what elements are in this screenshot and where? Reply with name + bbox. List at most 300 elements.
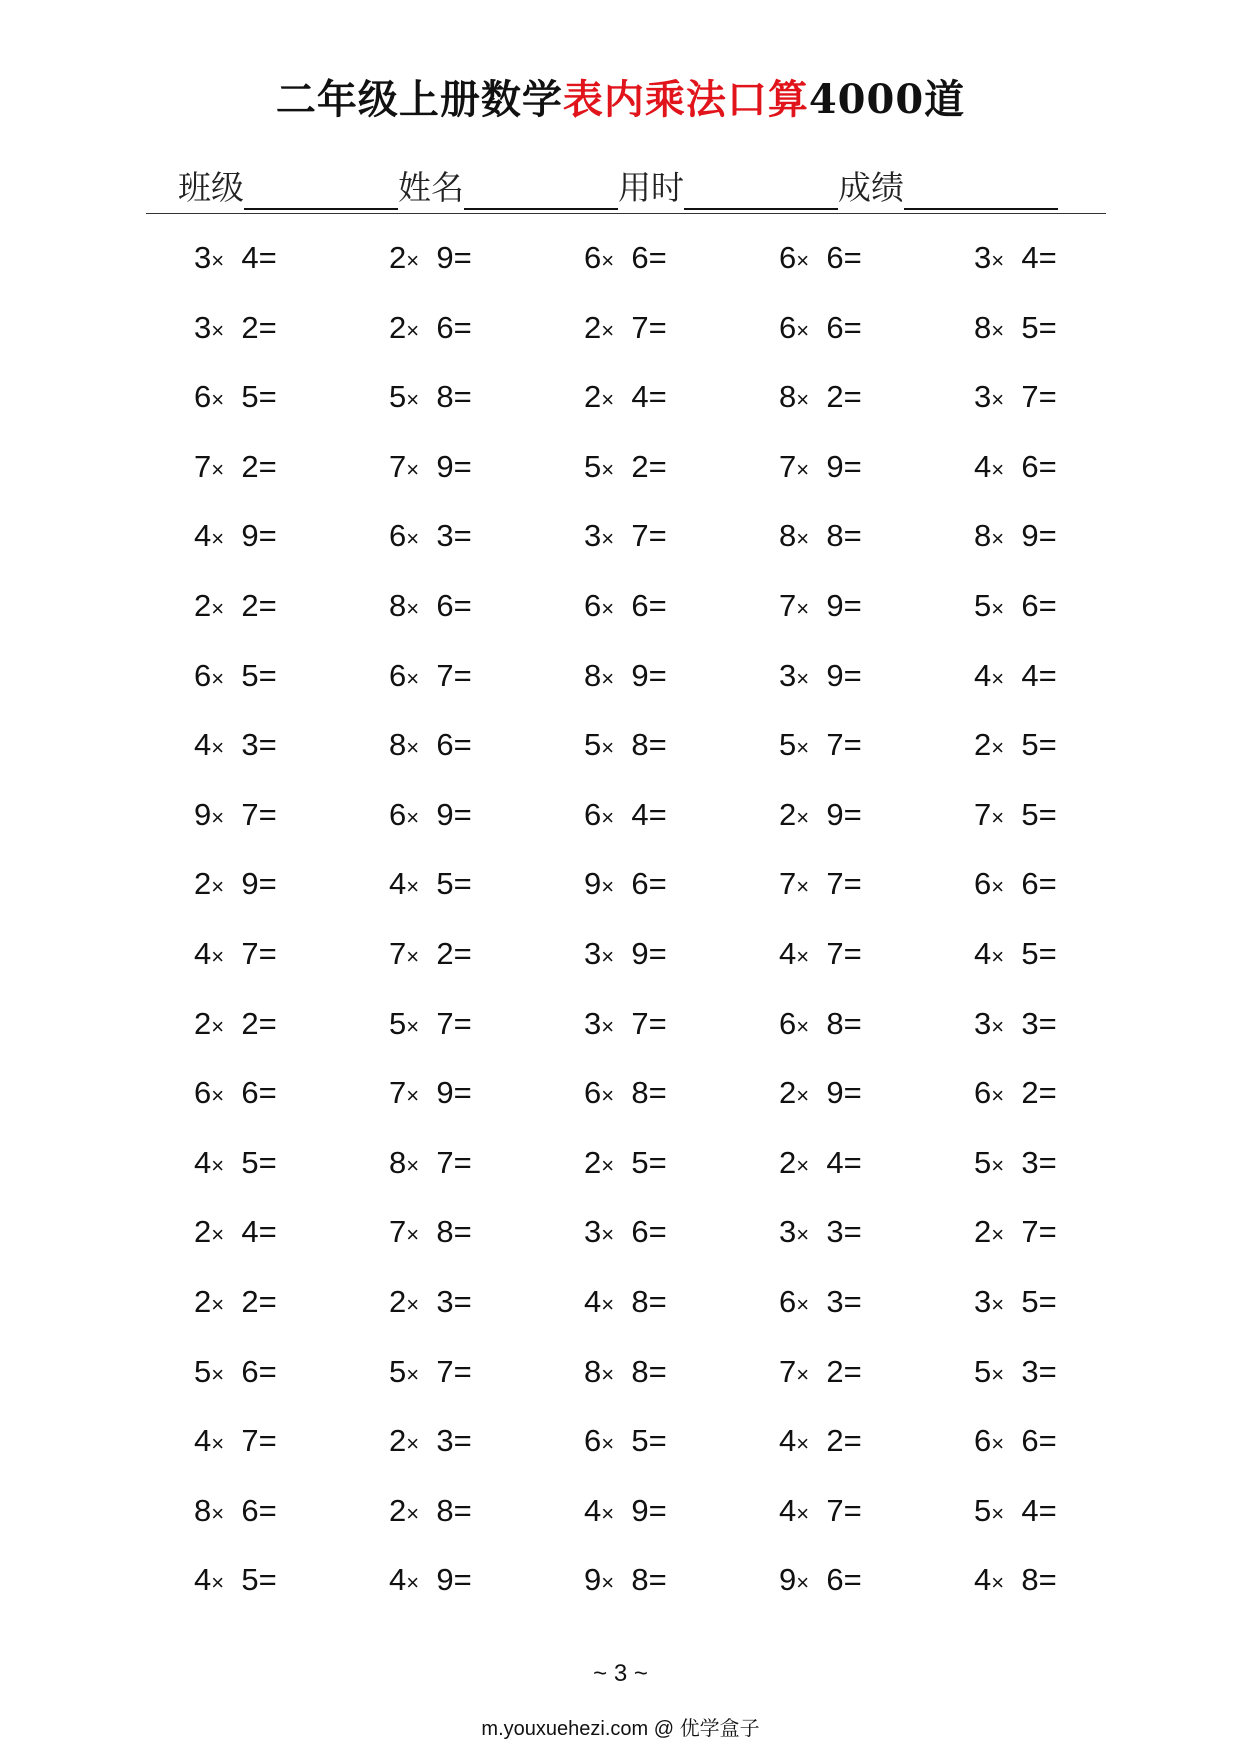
times-sign: × <box>406 665 420 691</box>
equals-sign: = <box>453 1562 472 1598</box>
times-sign: × <box>406 1152 420 1178</box>
operand-b: 9 <box>436 1075 454 1111</box>
equals-sign: = <box>1038 240 1057 275</box>
problem-item <box>389 1207 584 1277</box>
times-sign: × <box>991 665 1005 691</box>
operand-a: 4 <box>389 866 407 902</box>
operand-a: 2 <box>779 1144 797 1180</box>
operand-b: 2 <box>241 309 259 345</box>
problem-item <box>584 233 779 303</box>
operand-b: 3 <box>436 1283 454 1319</box>
problem-item <box>194 1555 389 1625</box>
problem-item <box>389 511 584 581</box>
equals-sign: = <box>453 1075 472 1111</box>
equals-sign: = <box>648 657 667 693</box>
times-sign: × <box>991 804 1005 830</box>
operand-b: 7 <box>241 796 259 832</box>
problem-item <box>389 372 584 442</box>
times-sign: × <box>601 248 615 273</box>
problem-item <box>974 303 1169 373</box>
equals-sign: = <box>843 587 862 623</box>
times-sign: × <box>796 1361 810 1387</box>
times-sign: × <box>991 874 1005 900</box>
operand-a: 2 <box>194 587 212 623</box>
times-sign: × <box>601 317 615 343</box>
operand-a: 5 <box>974 1353 992 1389</box>
problem-item <box>584 859 779 929</box>
operand-b: 7 <box>436 1144 454 1180</box>
operand-a: 2 <box>389 1423 407 1459</box>
operand-a: 6 <box>389 518 407 554</box>
operand-a: 6 <box>779 1283 797 1319</box>
equals-sign: = <box>453 448 472 484</box>
operand-a: 4 <box>584 1283 602 1319</box>
operand-a: 8 <box>194 1492 212 1528</box>
operand-b: 2 <box>241 1283 259 1319</box>
operand-b: 4 <box>631 379 649 415</box>
operand-a: 3 <box>584 1214 602 1250</box>
times-sign: × <box>991 1291 1005 1317</box>
operand-a: 5 <box>389 1353 407 1389</box>
times-sign: × <box>601 1570 615 1596</box>
equals-sign: = <box>258 1214 277 1250</box>
problem-item <box>584 511 779 581</box>
operand-b: 7 <box>826 935 844 971</box>
operand-b: 9 <box>1021 518 1039 554</box>
equals-sign: = <box>453 796 472 832</box>
equals-sign: = <box>843 1423 862 1459</box>
operand-b: 6 <box>631 866 649 902</box>
operand-a: 3 <box>194 309 212 345</box>
problem-item <box>974 372 1169 442</box>
equals-sign: = <box>843 1005 862 1041</box>
problem-item <box>584 1207 779 1277</box>
operand-b: 7 <box>241 1423 259 1459</box>
operand-a: 8 <box>584 657 602 693</box>
operand-b: 2 <box>436 935 454 971</box>
times-sign: × <box>406 317 420 343</box>
times-sign: × <box>796 595 810 621</box>
operand-a: 6 <box>584 1423 602 1459</box>
problem-item <box>389 929 584 999</box>
equals-sign: = <box>258 1353 277 1389</box>
problem-item <box>779 233 974 303</box>
equals-sign: = <box>843 1214 862 1250</box>
equals-sign: = <box>648 379 667 415</box>
footer-credit: m.youxuehezi.com @ 优学盒子 <box>481 1718 760 1740</box>
score-label: 成绩 <box>838 168 904 207</box>
times-sign: × <box>406 248 420 273</box>
times-sign: × <box>796 735 810 761</box>
equals-sign: = <box>648 935 667 971</box>
operand-b: 9 <box>826 1075 844 1111</box>
problem-item <box>974 511 1169 581</box>
operand-b: 5 <box>1021 309 1039 345</box>
times-sign: × <box>796 248 810 273</box>
equals-sign: = <box>1038 935 1057 971</box>
times-sign: × <box>796 1291 810 1317</box>
operand-a: 2 <box>584 1144 602 1180</box>
operand-a: 7 <box>779 587 797 623</box>
times-sign: × <box>601 1152 615 1178</box>
operand-a: 2 <box>779 796 797 832</box>
operand-b: 7 <box>631 309 649 345</box>
header-divider <box>146 213 1106 214</box>
operand-b: 4 <box>1021 240 1039 275</box>
operand-a: 6 <box>584 796 602 832</box>
operand-a: 8 <box>389 587 407 623</box>
problem-item <box>779 1207 974 1277</box>
operand-a: 5 <box>389 1005 407 1041</box>
operand-a: 7 <box>779 866 797 902</box>
times-sign: × <box>211 1013 225 1039</box>
equals-sign: = <box>648 1562 667 1598</box>
operand-b: 4 <box>826 1144 844 1180</box>
operand-a: 4 <box>974 657 992 693</box>
operand-a: 3 <box>584 935 602 971</box>
operand-a: 4 <box>194 518 212 554</box>
problem-item <box>974 233 1169 303</box>
operand-a: 7 <box>974 796 992 832</box>
operand-a: 5 <box>584 727 602 763</box>
operand-a: 6 <box>974 1423 992 1459</box>
operand-a: 2 <box>194 1214 212 1250</box>
equals-sign: = <box>453 866 472 902</box>
operand-a: 9 <box>194 796 212 832</box>
equals-sign: = <box>453 935 472 971</box>
operand-a: 4 <box>779 1492 797 1528</box>
operand-a: 2 <box>389 309 407 345</box>
operand-b: 9 <box>631 935 649 971</box>
operand-a: 6 <box>194 379 212 415</box>
operand-b: 5 <box>241 657 259 693</box>
times-sign: × <box>406 1013 420 1039</box>
equals-sign: = <box>648 1144 667 1180</box>
equals-sign: = <box>1038 1562 1057 1598</box>
times-sign: × <box>211 1361 225 1387</box>
time-blank[interactable] <box>684 168 838 210</box>
operand-b: 4 <box>241 240 259 275</box>
operand-a: 3 <box>974 379 992 415</box>
times-sign: × <box>991 317 1005 343</box>
problem-item <box>584 1347 779 1417</box>
operand-b: 6 <box>1021 448 1039 484</box>
times-sign: × <box>406 1431 420 1457</box>
equals-sign: = <box>648 796 667 832</box>
problem-item <box>194 859 389 929</box>
class-blank[interactable] <box>244 168 398 210</box>
problem-item <box>194 442 389 512</box>
times-sign: × <box>211 735 225 761</box>
problem-item <box>389 303 584 373</box>
equals-sign: = <box>648 309 667 345</box>
equals-sign: = <box>453 1144 472 1180</box>
problem-item <box>779 372 974 442</box>
problem-item <box>194 999 389 1069</box>
times-sign: × <box>406 595 420 621</box>
operand-a: 4 <box>194 935 212 971</box>
problem-item <box>389 1486 584 1556</box>
equals-sign: = <box>453 1214 472 1250</box>
operand-b: 4 <box>631 796 649 832</box>
problem-item <box>194 1486 389 1556</box>
operand-a: 8 <box>779 379 797 415</box>
operand-a: 6 <box>194 1075 212 1111</box>
times-sign: × <box>601 1431 615 1457</box>
operand-b: 8 <box>436 1492 454 1528</box>
problem-item <box>779 1555 974 1625</box>
title-highlight: 表内乘法口算 <box>562 76 809 123</box>
times-sign: × <box>991 1013 1005 1039</box>
problem-item <box>974 929 1169 999</box>
operand-a: 6 <box>779 240 797 275</box>
times-sign: × <box>211 1500 225 1526</box>
problem-item <box>974 651 1169 721</box>
operand-a: 2 <box>584 379 602 415</box>
times-sign: × <box>211 1083 225 1109</box>
operand-b: 3 <box>436 518 454 554</box>
equals-sign: = <box>648 1423 667 1459</box>
problem-item <box>389 581 584 651</box>
operand-a: 6 <box>194 657 212 693</box>
name-label: 姓名 <box>398 168 464 207</box>
operand-a: 4 <box>194 1562 212 1598</box>
operand-b: 5 <box>631 1144 649 1180</box>
operand-a: 5 <box>974 1144 992 1180</box>
times-sign: × <box>211 1570 225 1596</box>
problem-item <box>779 859 974 929</box>
operand-a: 7 <box>779 1353 797 1389</box>
problem-item <box>779 999 974 1069</box>
operand-a: 5 <box>779 727 797 763</box>
operand-a: 4 <box>194 1423 212 1459</box>
equals-sign: = <box>648 1005 667 1041</box>
times-sign: × <box>601 1222 615 1248</box>
operand-b: 8 <box>826 518 844 554</box>
equals-sign: = <box>1038 1353 1057 1389</box>
equals-sign: = <box>453 379 472 415</box>
equals-sign: = <box>843 866 862 902</box>
times-sign: × <box>991 1083 1005 1109</box>
problem-item <box>584 372 779 442</box>
problem-item <box>194 929 389 999</box>
times-sign: × <box>211 595 225 621</box>
times-sign: × <box>796 665 810 691</box>
equals-sign: = <box>648 1283 667 1319</box>
operand-a: 4 <box>779 935 797 971</box>
operand-b: 5 <box>436 866 454 902</box>
operand-b: 7 <box>436 1005 454 1041</box>
page-number: ~ 3 ~ <box>593 1660 648 1687</box>
problem-item <box>974 1068 1169 1138</box>
times-sign: × <box>211 248 225 273</box>
title-main: 二年级上册数学 <box>275 76 563 123</box>
operand-a: 4 <box>974 448 992 484</box>
problem-item <box>389 1555 584 1625</box>
operand-a: 3 <box>584 1005 602 1041</box>
operand-a: 7 <box>389 935 407 971</box>
student-info-row <box>178 160 1058 210</box>
equals-sign: = <box>258 1005 277 1041</box>
times-sign: × <box>601 387 615 413</box>
equals-sign: = <box>258 379 277 415</box>
operand-b: 8 <box>631 1562 649 1598</box>
equals-sign: = <box>258 1283 277 1319</box>
problem-item <box>779 1347 974 1417</box>
name-blank[interactable] <box>464 168 618 210</box>
operand-b: 6 <box>436 727 454 763</box>
equals-sign: = <box>258 1562 277 1598</box>
name-field <box>398 166 618 210</box>
times-sign: × <box>601 804 615 830</box>
times-sign: × <box>211 1152 225 1178</box>
operand-b: 5 <box>1021 727 1039 763</box>
times-sign: × <box>601 1013 615 1039</box>
operand-b: 8 <box>631 727 649 763</box>
problem-item <box>194 651 389 721</box>
operand-b: 2 <box>826 1423 844 1459</box>
problem-item <box>584 1277 779 1347</box>
equals-sign: = <box>1038 1283 1057 1319</box>
equals-sign: = <box>258 866 277 902</box>
operand-a: 2 <box>779 1075 797 1111</box>
operand-b: 9 <box>436 796 454 832</box>
operand-b: 9 <box>436 448 454 484</box>
problem-item <box>194 511 389 581</box>
equals-sign: = <box>258 240 277 275</box>
time-label: 用时 <box>618 168 684 207</box>
operand-b: 3 <box>826 1283 844 1319</box>
equals-sign: = <box>1038 1005 1057 1041</box>
times-sign: × <box>601 1361 615 1387</box>
operand-b: 7 <box>631 518 649 554</box>
problem-item <box>584 303 779 373</box>
times-sign: × <box>211 456 225 482</box>
times-sign: × <box>796 943 810 969</box>
operand-a: 3 <box>974 240 992 275</box>
problem-item <box>974 581 1169 651</box>
problem-item <box>974 720 1169 790</box>
equals-sign: = <box>1038 448 1057 484</box>
operand-a: 5 <box>974 1492 992 1528</box>
operand-b: 6 <box>1021 1423 1039 1459</box>
operand-a: 6 <box>974 1075 992 1111</box>
equals-sign: = <box>648 727 667 763</box>
times-sign: × <box>406 735 420 761</box>
operand-a: 7 <box>389 448 407 484</box>
operand-b: 9 <box>436 1562 454 1598</box>
equals-sign: = <box>1038 1214 1057 1250</box>
operand-b: 9 <box>826 587 844 623</box>
operand-b: 6 <box>1021 866 1039 902</box>
operand-b: 3 <box>1021 1005 1039 1041</box>
equals-sign: = <box>843 309 862 345</box>
problem-item <box>389 790 584 860</box>
times-sign: × <box>796 317 810 343</box>
equals-sign: = <box>453 240 472 275</box>
operand-b: 9 <box>826 448 844 484</box>
times-sign: × <box>796 1152 810 1178</box>
operand-b: 3 <box>1021 1144 1039 1180</box>
equals-sign: = <box>453 1353 472 1389</box>
equals-sign: = <box>1038 518 1057 554</box>
operand-b: 7 <box>1021 1214 1039 1250</box>
equals-sign: = <box>648 1214 667 1250</box>
score-blank[interactable] <box>904 168 1058 210</box>
operand-b: 6 <box>1021 587 1039 623</box>
times-sign: × <box>211 1431 225 1457</box>
operand-b: 5 <box>1021 935 1039 971</box>
problem-item <box>389 1347 584 1417</box>
operand-a: 7 <box>194 448 212 484</box>
times-sign: × <box>991 248 1005 273</box>
operand-b: 7 <box>436 657 454 693</box>
problem-item <box>389 442 584 512</box>
operand-a: 4 <box>779 1423 797 1459</box>
equals-sign: = <box>1038 866 1057 902</box>
operand-b: 5 <box>1021 796 1039 832</box>
equals-sign: = <box>453 1283 472 1319</box>
problem-item <box>194 1138 389 1208</box>
operand-b: 8 <box>631 1075 649 1111</box>
times-sign: × <box>601 1291 615 1317</box>
problem-item <box>779 1416 974 1486</box>
times-sign: × <box>211 804 225 830</box>
times-sign: × <box>211 874 225 900</box>
problem-item <box>974 1416 1169 1486</box>
time-field <box>618 166 838 210</box>
operand-a: 4 <box>584 1492 602 1528</box>
equals-sign: = <box>258 587 277 623</box>
equals-sign: = <box>453 1423 472 1459</box>
equals-sign: = <box>453 1492 472 1528</box>
problem-item <box>974 790 1169 860</box>
equals-sign: = <box>843 379 862 415</box>
equals-sign: = <box>258 1144 277 1180</box>
equals-sign: = <box>453 587 472 623</box>
problem-item <box>389 233 584 303</box>
equals-sign: = <box>843 1562 862 1598</box>
equals-sign: = <box>843 1492 862 1528</box>
problem-item <box>389 999 584 1069</box>
equals-sign: = <box>843 1075 862 1111</box>
operand-a: 6 <box>389 657 407 693</box>
operand-a: 3 <box>194 240 212 275</box>
problem-item <box>584 929 779 999</box>
class-field <box>178 166 398 210</box>
equals-sign: = <box>648 1492 667 1528</box>
times-sign: × <box>406 804 420 830</box>
times-sign: × <box>406 1361 420 1387</box>
equals-sign: = <box>648 518 667 554</box>
score-field <box>838 166 1058 210</box>
problem-item <box>194 1347 389 1417</box>
times-sign: × <box>991 1222 1005 1248</box>
equals-sign: = <box>1038 1492 1057 1528</box>
problem-item <box>389 1068 584 1138</box>
times-sign: × <box>406 456 420 482</box>
operand-b: 4 <box>1021 1492 1039 1528</box>
problem-item <box>779 511 974 581</box>
equals-sign: = <box>1038 1075 1057 1111</box>
equals-sign: = <box>843 1353 862 1389</box>
times-sign: × <box>406 1570 420 1596</box>
equals-sign: = <box>1038 379 1057 415</box>
times-sign: × <box>406 1083 420 1109</box>
times-sign: × <box>601 665 615 691</box>
times-sign: × <box>991 1152 1005 1178</box>
operand-b: 7 <box>826 866 844 902</box>
